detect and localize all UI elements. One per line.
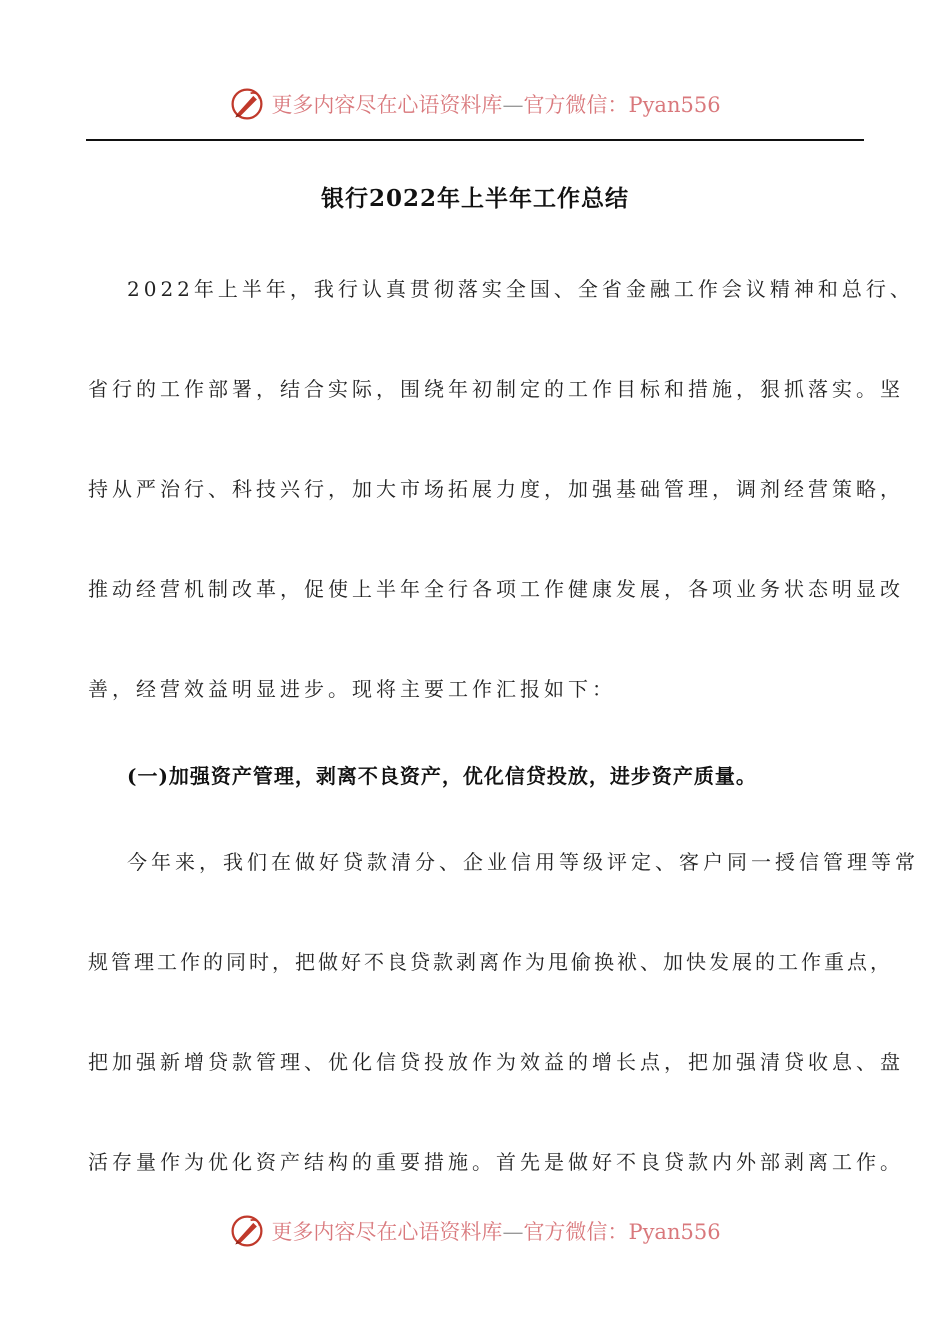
banner-text	[271, 1216, 720, 1246]
banner-separator: —	[502, 1220, 524, 1244]
header-banner	[0, 82, 950, 126]
banner-main-text: 更多内容尽在心语资料库	[271, 1220, 503, 1244]
section-heading: (一)加强资产管理，剥离不良资产，优化信贷投放，进步资产质量。	[127, 764, 757, 788]
banner-main-text: 更多内容尽在心语资料库	[271, 93, 503, 117]
banner-separator: —	[502, 93, 524, 117]
footer-banner	[0, 1209, 950, 1253]
document-title: 银行2022年上半年工作总结	[320, 185, 629, 212]
paragraph1-line: 善，经营效益明显进步。现将主要工作汇报如下：	[88, 677, 616, 701]
paragraph2-line: 把加强新增贷款管理、优化信贷投放作为效益的增长点，把加强清贷收息、盘	[88, 1050, 904, 1074]
pen-logo-icon	[229, 86, 265, 122]
paragraph1-line: 省行的工作部署，结合实际，围绕年初制定的工作目标和措施，狠抓落实。坚	[88, 377, 904, 401]
pen-logo-icon	[229, 1213, 265, 1249]
banner-text	[271, 89, 720, 119]
paragraph1-line: 持从严治行、科技兴行，加大市场拓展力度，加强基础管理，调剂经营策略，	[88, 477, 904, 501]
banner-wechat-label: 官方微信：	[523, 93, 629, 117]
paragraph1-line: 推动经营机制改革，促使上半年全行各项工作健康发展，各项业务状态明显改	[88, 577, 904, 601]
paragraph1-line: 2022年上半年，我行认真贯彻落实全国、全省金融工作会议精神和总行、	[127, 277, 914, 301]
paragraph2-line: 今年来，我们在做好贷款清分、企业信用等级评定、客户同一授信管理等常	[127, 850, 919, 874]
banner-wechat-id: Pyan556	[628, 1220, 721, 1244]
paragraph2-line: 活存量作为优化资产结构的重要措施。首先是做好不良贷款内外部剥离工作。	[88, 1150, 904, 1174]
banner-wechat-label: 官方微信：	[523, 1220, 629, 1244]
banner-wechat-id: Pyan556	[628, 93, 721, 117]
header-divider	[86, 139, 864, 141]
paragraph2-line: 规管理工作的同时，把做好不良贷款剥离作为甩偷换袱、加快发展的工作重点，	[88, 950, 893, 974]
